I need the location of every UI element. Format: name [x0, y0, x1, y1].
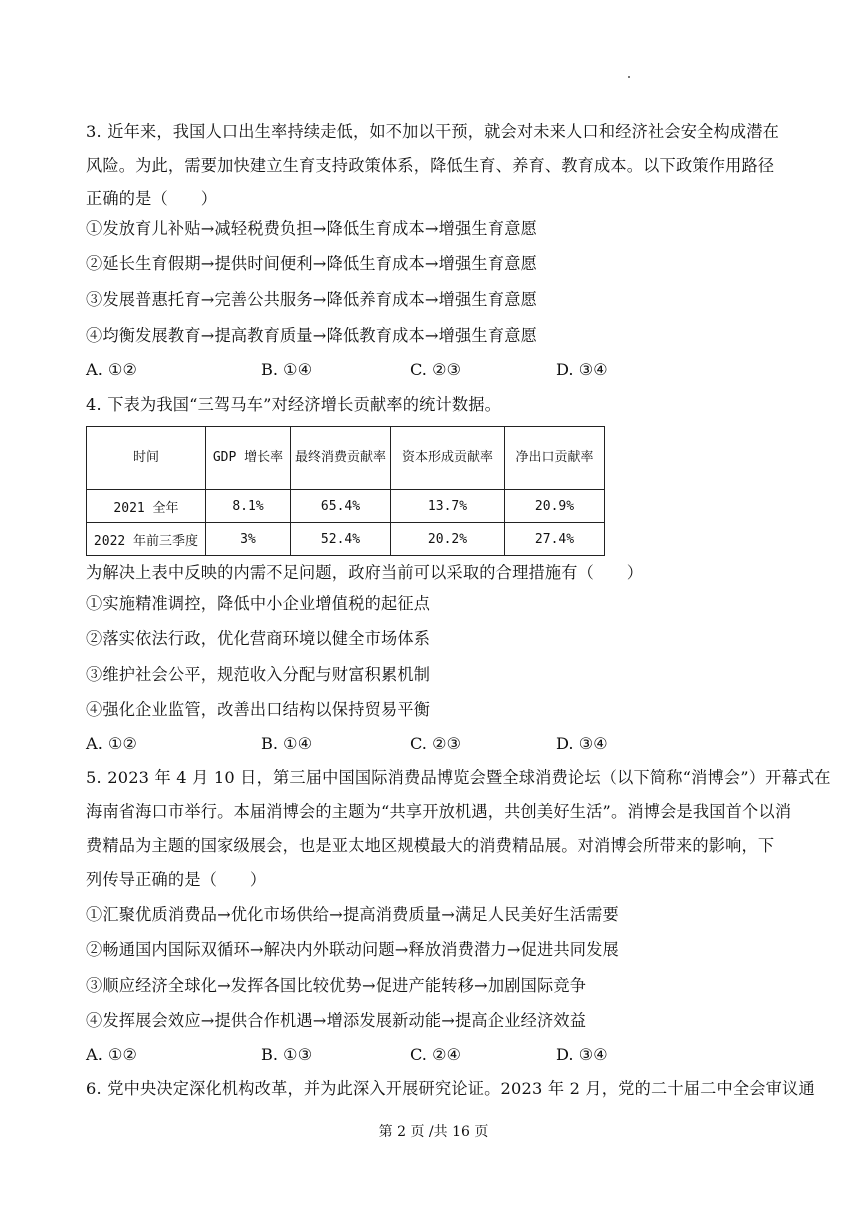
q5-stem-line-4: 列传导正确的是（ ）	[86, 870, 267, 889]
q3-choice-c: C. ②③	[410, 360, 462, 379]
q3-item-1: ①发放育儿补贴→减轻税费负担→降低生育成本→增强生育意愿	[86, 219, 537, 238]
page-footer: 第 2 页 /共 16 页	[378, 1124, 489, 1140]
q4-question: 为解决上表中反映的内需不足问题，政府当前可以采取的合理措施有（ ）	[86, 563, 644, 582]
q3-stem-line-3: 正确的是（ ）	[86, 189, 218, 208]
q5-choice-d: D. ③④	[556, 1045, 608, 1064]
q5-choice-a: A. ①②	[86, 1045, 138, 1064]
q5-item-1: ①汇聚优质消费品→优化市场供给→提高消费质量→满足人民美好生活需要	[86, 905, 619, 924]
contribution-table	[86, 426, 605, 556]
q5-stem-line-3: 费精品为主题的国家级展会，也是亚太地区规模最大的消费精品展。对消博会所带来的影响，下	[86, 836, 775, 855]
q4-choice-a: A. ①②	[86, 734, 138, 753]
page-mark-dot	[628, 76, 630, 78]
q4-item-4: ④强化企业监管，改善出口结构以保持贸易平衡	[86, 700, 431, 719]
table-header-row	[87, 427, 605, 490]
q5-stem-line-2: 海南省海口市举行。本届消博会的主题为“共享开放机遇，共创美好生活”。消博会是我国首个以消	[86, 802, 792, 821]
table-header-cell: 最终消费贡献率	[291, 427, 391, 490]
table-cell: 20.2%	[391, 523, 505, 556]
q4-stem: 4. 下表为我国“三驾马车”对经济增长贡献率的统计数据。	[86, 395, 502, 414]
table-cell: 27.4%	[505, 523, 605, 556]
q5-stem-line-1: 5. 2023 年 4 月 10 日，第三届中国国际消费品博览会暨全球消费论坛（以下简称“消博会”）开幕式在	[86, 768, 831, 787]
q4-choice-c: C. ②③	[410, 734, 462, 753]
table-cell: 52.4%	[291, 523, 391, 556]
q4-choices	[86, 733, 786, 755]
table-cell: 65.4%	[291, 490, 391, 523]
table-cell: 8.1%	[206, 490, 291, 523]
table-header-cell: 净出口贡献率	[505, 427, 605, 490]
table-row	[87, 490, 605, 523]
q4-item-2: ②落实依法行政，优化营商环境以健全市场体系	[86, 629, 431, 648]
q4-choice-b: B. ①④	[261, 734, 313, 753]
q5-item-2: ②畅通国内国际双循环→解决内外联动问题→释放消费潜力→促进共同发展	[86, 940, 619, 959]
q5-choices	[86, 1044, 786, 1066]
table-cell: 3%	[206, 523, 291, 556]
table-cell: 13.7%	[391, 490, 505, 523]
table-cell: 2022 年前三季度	[87, 523, 206, 556]
q4-item-3: ③维护社会公平，规范收入分配与财富积累机制	[86, 665, 431, 684]
table-row	[87, 523, 605, 556]
table-header-cell: 时间	[87, 427, 206, 490]
q3-item-2: ②延长生育假期→提供时间便利→降低生育成本→增强生育意愿	[86, 254, 537, 273]
q6-stem: 6. 党中央决定深化机构改革，并为此深入开展研究论证。2023 年 2 月，党的二十届二中全会审议通	[86, 1079, 815, 1098]
q3-choices	[86, 359, 786, 381]
q5-item-3: ③顺应经济全球化→发挥各国比较优势→促进产能转移→加剧国际竞争	[86, 976, 587, 995]
q4-choice-d: D. ③④	[556, 734, 608, 753]
table-cell: 20.9%	[505, 490, 605, 523]
q5-choice-c: C. ②④	[410, 1045, 462, 1064]
q4-item-1: ①实施精准调控，降低中小企业增值税的起征点	[86, 594, 431, 613]
q3-stem-line-1: 3. 近年来，我国人口出生率持续走低，如不加以干预，就会对未来人口和经济社会安全构成潜在	[86, 122, 780, 141]
q3-stem-line-2: 风险。为此，需要加快建立生育支持政策体系，降低生育、养育、教育成本。以下政策作用路径	[86, 156, 775, 175]
q3-item-3: ③发展普惠托育→完善公共服务→降低养育成本→增强生育意愿	[86, 290, 537, 309]
q3-choice-d: D. ③④	[556, 360, 608, 379]
table-header-cell: GDP 增长率	[206, 427, 291, 490]
q5-item-4: ④发挥展会效应→提供合作机遇→增添发展新动能→提高企业经济效益	[86, 1011, 587, 1030]
q5-choice-b: B. ①③	[261, 1045, 313, 1064]
q3-choice-a: A. ①②	[86, 360, 138, 379]
q3-item-4: ④均衡发展教育→提高教育质量→降低教育成本→增强生育意愿	[86, 326, 537, 345]
q3-choice-b: B. ①④	[261, 360, 313, 379]
table-header-cell: 资本形成贡献率	[391, 427, 505, 490]
table-cell: 2021 全年	[87, 490, 206, 523]
